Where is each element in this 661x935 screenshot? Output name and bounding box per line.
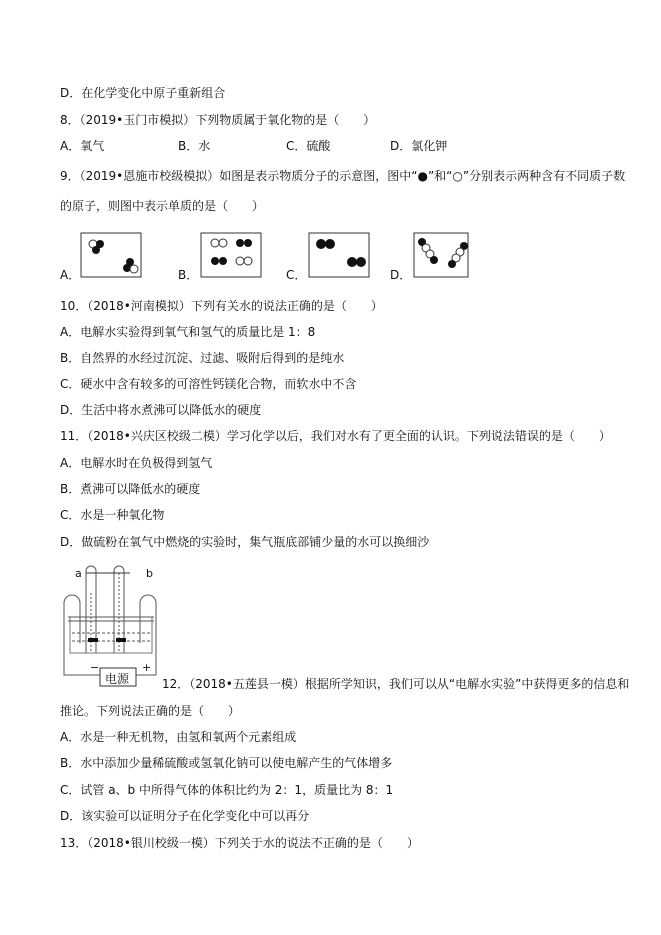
positive-terminal-label: +: [142, 661, 152, 674]
q7-option-d: D．在化学变化中原子重新组合: [60, 86, 226, 100]
electrolysis-apparatus-figure: [60, 563, 160, 689]
q10-option-d: D．生活中将水煮沸可以降低水的硬度: [60, 403, 262, 417]
q9-molecule-diagram-d: [413, 232, 469, 278]
q12-stem-line1: 12．（2018•五莲县一模）根据所学知识，我们可以从“电解水实验”中获得更多的信息和: [162, 677, 630, 691]
q11-stem: 11．（2018•兴庆区校级二模）学习化学以后，我们对水有了更全面的认识。下列说法错误的是（ ）: [60, 429, 611, 443]
q9-molecule-diagram-a: [80, 232, 142, 278]
q10-option-b: B．自然界的水经过沉淀、过滤、吸附后得到的是纯水: [60, 351, 345, 365]
q9-option-c-label: C．: [286, 268, 307, 282]
q9-option-d-label: D．: [390, 268, 412, 282]
tube-a-label: a: [75, 567, 82, 580]
q10-stem: 10．（2018•河南模拟）下列有关水的说法正确的是（ ）: [60, 299, 383, 313]
q10-option-a: A．电解水实验得到氧气和氢气的质量比是 1：8: [60, 325, 316, 339]
q10-option-c: C．硬水中含有较多的可溶性钙镁化合物，而软水中不含: [60, 377, 357, 391]
q9-molecule-diagram-b: [200, 232, 262, 278]
q9-option-a-label: A．: [60, 268, 81, 282]
tube-b-label: b: [146, 567, 153, 580]
q8-option-d: D．氯化钾: [390, 139, 448, 153]
q12-option-b: B．水中添加少量稀硫酸或氢氧化钠可以使电解产生的气体增多: [60, 756, 393, 770]
q9-stem-line1: 9．（2019•恩施市校级模拟）如图是表示物质分子的示意图，图中“●”和“○”分别表示两种含有不同质子数: [60, 169, 626, 183]
negative-terminal-label: −: [90, 661, 100, 674]
q12-option-d: D．该实验可以证明分子在化学变化中可以再分: [60, 809, 310, 823]
q11-option-d: D．做硫粉在氧气中燃烧的实验时，集气瓶底部铺少量的水可以换细沙: [60, 535, 430, 549]
q11-option-a: A．电解水时在负极得到氢气: [60, 456, 213, 470]
q9-molecule-diagram-c: [308, 232, 370, 278]
q8-option-c: C．硫酸: [286, 139, 331, 153]
q12-stem-line2: 推论。下列说法正确的是（ ）: [60, 704, 241, 718]
q11-option-c: C．水是一种氧化物: [60, 508, 165, 522]
q12-option-a: A．水是一种无机物，由氢和氧两个元素组成: [60, 730, 297, 744]
q8-option-a: A．氧气: [60, 139, 105, 153]
q8-option-b: B．水: [178, 139, 211, 153]
q8-stem: 8．（2019•玉门市模拟）下列物质属于氧化物的是（ ）: [60, 113, 376, 127]
q13-stem: 13．（2018•银川校级一模）下列关于水的说法不正确的是（ ）: [60, 836, 419, 850]
q9-stem-line2: 的原子，则图中表示单质的是（ ）: [60, 199, 265, 213]
power-source-label: 电源: [105, 672, 130, 686]
q12-option-c: C．试管 a、b 中所得气体的体积比约为 2：1，质量比为 8：1: [60, 783, 394, 797]
q11-option-b: B．煮沸可以降低水的硬度: [60, 482, 201, 496]
q9-option-b-label: B．: [178, 268, 199, 282]
